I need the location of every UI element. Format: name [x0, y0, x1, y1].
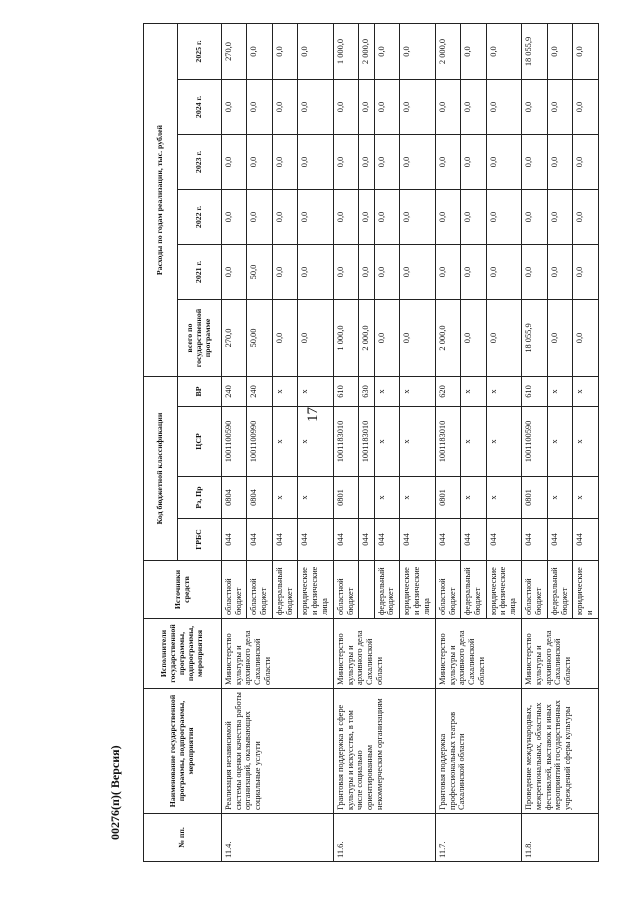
cell-csr: 1001183010 — [359, 407, 374, 477]
cell-y2025: 2 000,0 — [359, 24, 374, 80]
cell-y2022: 0,0 — [334, 190, 359, 245]
cell-y2025: 0,0 — [461, 24, 486, 80]
cell-total: 18 055,9 — [522, 300, 547, 377]
cell-rzpr: х — [486, 477, 522, 519]
cell-num: 11.4. — [222, 814, 334, 862]
cell-rzpr: 0801 — [334, 477, 359, 519]
cell-rzpr: х — [461, 477, 486, 519]
header-grbs: ГРБС — [178, 519, 222, 561]
document-footer: 00276(п)( Версия) — [108, 745, 122, 840]
cell-total: 270,0 — [222, 300, 247, 377]
cell-y2024: 0,0 — [222, 80, 247, 135]
header-2025: 2025 г. — [178, 24, 222, 80]
cell-num: 11.8. — [522, 814, 599, 862]
header-vr: ВР — [178, 377, 222, 407]
header-2023: 2023 г. — [178, 135, 222, 190]
cell-source: областной бюджет — [522, 561, 547, 619]
cell-source: федеральный бюджет — [374, 561, 399, 619]
cell-y2023: 0,0 — [247, 135, 272, 190]
cell-y2023: 0,0 — [359, 135, 374, 190]
cell-vr: 620 — [435, 377, 460, 407]
cell-csr: 1001183010 — [334, 407, 359, 477]
cell-vr: х — [374, 377, 399, 407]
header-total: всего по государственной программе — [178, 300, 222, 377]
header-name: Наименование государственной программы, подпрограммы, мероприятия — [144, 689, 222, 814]
cell-csr: х — [374, 407, 399, 477]
cell-grbs: 044 — [435, 519, 460, 561]
cell-y2022: 0,0 — [573, 190, 599, 245]
cell-source: областной бюджет — [435, 561, 460, 619]
cell-name: Грантовая поддержка профессиональных театров Сахалинской области — [435, 689, 522, 814]
cell-y2021: 0,0 — [573, 245, 599, 300]
header-num: № пп. — [144, 814, 222, 862]
cell-total: 2 000,0 — [435, 300, 460, 377]
cell-grbs: 044 — [573, 519, 599, 561]
cell-y2021: 0,0 — [272, 245, 297, 300]
cell-y2021: 0,0 — [435, 245, 460, 300]
cell-y2021: 0,0 — [461, 245, 486, 300]
cell-csr: х — [272, 407, 297, 477]
cell-vr: 630 — [359, 377, 374, 407]
header-2021: 2021 г. — [178, 245, 222, 300]
header-expenses: Расходы по годам реализации, тыс. рублей — [144, 24, 178, 377]
cell-grbs: 044 — [272, 519, 297, 561]
cell-grbs: 044 — [461, 519, 486, 561]
page-number: 17 — [305, 407, 321, 422]
cell-csr: 1001100990 — [247, 407, 272, 477]
cell-y2024: 0,0 — [547, 80, 572, 135]
cell-rzpr: 0804 — [222, 477, 247, 519]
cell-y2023: 0,0 — [298, 135, 334, 190]
cell-source: федеральный бюджет — [461, 561, 486, 619]
cell-y2022: 0,0 — [359, 190, 374, 245]
cell-y2024: 0,0 — [400, 80, 436, 135]
cell-y2024: 0,0 — [522, 80, 547, 135]
cell-executor: Министерство культуры и архивного дела Сахалинской области — [334, 619, 436, 689]
cell-vr: х — [272, 377, 297, 407]
cell-y2021: 0,0 — [359, 245, 374, 300]
cell-source: юридические и физические лица — [400, 561, 436, 619]
cell-grbs: 044 — [298, 519, 334, 561]
cell-y2021: 0,0 — [400, 245, 436, 300]
cell-rzpr: х — [400, 477, 436, 519]
cell-y2024: 0,0 — [374, 80, 399, 135]
cell-y2023: 0,0 — [272, 135, 297, 190]
cell-name: Грантовая поддержка в сфере культуры и искусства, в том числе социально ориентированным некоммерческим организациям — [334, 689, 436, 814]
cell-rzpr: х — [374, 477, 399, 519]
cell-y2025: 18 055,9 — [522, 24, 547, 80]
cell-rzpr: 0804 — [247, 477, 272, 519]
cell-y2023: 0,0 — [547, 135, 572, 190]
cell-y2021: 0,0 — [298, 245, 334, 300]
cell-y2025: 0,0 — [298, 24, 334, 80]
cell-executor: Министерство культуры и архивного дела Сахалинской области — [435, 619, 522, 689]
cell-source: юридические и — [573, 561, 599, 619]
cell-y2025: 2 000,0 — [435, 24, 460, 80]
cell-y2025: 0,0 — [547, 24, 572, 80]
cell-vr: х — [486, 377, 522, 407]
cell-grbs: 044 — [359, 519, 374, 561]
cell-total: 0,0 — [573, 300, 599, 377]
cell-csr: х — [547, 407, 572, 477]
cell-y2024: 0,0 — [298, 80, 334, 135]
cell-y2025: 0,0 — [272, 24, 297, 80]
cell-source: юридические и физические лица — [486, 561, 522, 619]
cell-csr: х — [400, 407, 436, 477]
cell-y2022: 0,0 — [461, 190, 486, 245]
cell-y2023: 0,0 — [435, 135, 460, 190]
cell-csr: х — [573, 407, 599, 477]
cell-rzpr: х — [547, 477, 572, 519]
header-2022: 2022 г. — [178, 190, 222, 245]
cell-y2021: 0,0 — [374, 245, 399, 300]
cell-y2022: 0,0 — [547, 190, 572, 245]
table-body — [222, 24, 599, 862]
header-source: Источники средств — [144, 561, 222, 619]
cell-y2024: 0,0 — [461, 80, 486, 135]
cell-total: 0,0 — [374, 300, 399, 377]
cell-rzpr: 0801 — [522, 477, 547, 519]
cell-y2023: 0,0 — [374, 135, 399, 190]
cell-y2022: 0,0 — [247, 190, 272, 245]
cell-total: 50,00 — [247, 300, 272, 377]
cell-y2022: 0,0 — [374, 190, 399, 245]
cell-executor: Министерство культуры и архивного дела Сахалинской области — [522, 619, 599, 689]
cell-vr: 610 — [334, 377, 359, 407]
cell-y2024: 0,0 — [334, 80, 359, 135]
cell-y2025: 0,0 — [247, 24, 272, 80]
cell-grbs: 044 — [247, 519, 272, 561]
cell-grbs: 044 — [374, 519, 399, 561]
cell-source: областной бюджет — [247, 561, 272, 619]
cell-name: Проведение международных, межрегиональных, областных фестивалей, выставок и иных мероприятий государственных учреждений сферы культуры — [522, 689, 599, 814]
cell-vr: х — [547, 377, 572, 407]
cell-y2023: 0,0 — [222, 135, 247, 190]
table-row — [222, 24, 247, 862]
cell-y2021: 0,0 — [222, 245, 247, 300]
cell-y2022: 0,0 — [522, 190, 547, 245]
cell-y2022: 0,0 — [400, 190, 436, 245]
cell-grbs: 044 — [400, 519, 436, 561]
cell-y2025: 0,0 — [486, 24, 522, 80]
cell-total: 0,0 — [272, 300, 297, 377]
header-budget-code: Код бюджетной классификации — [144, 377, 178, 561]
cell-total: 2 000,0 — [359, 300, 374, 377]
cell-csr: х — [486, 407, 522, 477]
cell-grbs: 044 — [334, 519, 359, 561]
cell-rzpr: 0801 — [435, 477, 460, 519]
cell-y2023: 0,0 — [461, 135, 486, 190]
cell-y2025: 1 000,0 — [334, 24, 359, 80]
cell-y2022: 0,0 — [222, 190, 247, 245]
cell-vr: 240 — [247, 377, 272, 407]
cell-source: федеральный бюджет — [272, 561, 297, 619]
cell-total: 0,0 — [547, 300, 572, 377]
cell-total: 0,0 — [298, 300, 334, 377]
cell-total: 0,0 — [486, 300, 522, 377]
cell-grbs: 044 — [486, 519, 522, 561]
cell-source: федеральный бюджет — [547, 561, 572, 619]
cell-vr: х — [461, 377, 486, 407]
cell-y2024: 0,0 — [359, 80, 374, 135]
cell-num: 11.6. — [334, 814, 436, 862]
cell-total: 0,0 — [400, 300, 436, 377]
cell-vr: х — [298, 377, 334, 407]
table-row — [522, 24, 547, 862]
cell-rzpr: х — [298, 477, 334, 519]
cell-y2025: 0,0 — [400, 24, 436, 80]
cell-y2021: 0,0 — [522, 245, 547, 300]
budget-table — [143, 23, 599, 862]
cell-csr: 1001183010 — [435, 407, 460, 477]
cell-num: 11.7. — [435, 814, 522, 862]
cell-total: 1 000,0 — [334, 300, 359, 377]
table-row — [435, 24, 460, 862]
cell-vr: х — [573, 377, 599, 407]
cell-y2024: 0,0 — [272, 80, 297, 135]
cell-y2023: 0,0 — [334, 135, 359, 190]
cell-source: областной бюджет — [334, 561, 359, 619]
header-executor: Исполнители государственной программы, подпрограммы, мероприятия — [144, 619, 222, 689]
cell-source: областной бюджет — [222, 561, 247, 619]
cell-executor: Министерство культуры и архивного дела Сахалинской области — [222, 619, 334, 689]
cell-csr: 1001100590 — [522, 407, 547, 477]
cell-y2021: 0,0 — [334, 245, 359, 300]
cell-csr: х — [461, 407, 486, 477]
cell-y2021: 0,0 — [486, 245, 522, 300]
cell-y2024: 0,0 — [247, 80, 272, 135]
cell-y2022: 0,0 — [435, 190, 460, 245]
cell-y2023: 0,0 — [573, 135, 599, 190]
cell-rzpr: х — [272, 477, 297, 519]
cell-rzpr: х — [573, 477, 599, 519]
cell-y2025: 270,0 — [222, 24, 247, 80]
cell-y2021: 0,0 — [547, 245, 572, 300]
cell-rzpr — [359, 477, 374, 519]
cell-y2022: 0,0 — [486, 190, 522, 245]
table-row — [334, 24, 359, 862]
cell-y2024: 0,0 — [486, 80, 522, 135]
cell-y2023: 0,0 — [486, 135, 522, 190]
cell-vr: 610 — [522, 377, 547, 407]
cell-y2023: 0,0 — [522, 135, 547, 190]
cell-source: юридические и физические лица — [298, 561, 334, 619]
cell-total: 0,0 — [461, 300, 486, 377]
cell-y2024: 0,0 — [573, 80, 599, 135]
cell-y2025: 0,0 — [374, 24, 399, 80]
cell-name: Реализация независимой системы оценки качества работы организаций, оказывающих социальные услуги — [222, 689, 334, 814]
cell-source — [359, 561, 374, 619]
cell-csr: х — [298, 407, 334, 477]
cell-y2022: 0,0 — [272, 190, 297, 245]
cell-y2021: 50,0 — [247, 245, 272, 300]
cell-vr: 240 — [222, 377, 247, 407]
cell-grbs: 044 — [222, 519, 247, 561]
header-csr: ЦСР — [178, 407, 222, 477]
cell-y2023: 0,0 — [400, 135, 436, 190]
budget-table-sheet — [143, 24, 599, 862]
cell-y2022: 0,0 — [298, 190, 334, 245]
cell-y2024: 0,0 — [435, 80, 460, 135]
cell-y2025: 0,0 — [573, 24, 599, 80]
cell-grbs: 044 — [522, 519, 547, 561]
cell-vr: х — [400, 377, 436, 407]
header-2024: 2024 г. — [178, 80, 222, 135]
cell-grbs: 044 — [547, 519, 572, 561]
cell-csr: 1001100590 — [222, 407, 247, 477]
header-rzpr: Рз, Пр — [178, 477, 222, 519]
